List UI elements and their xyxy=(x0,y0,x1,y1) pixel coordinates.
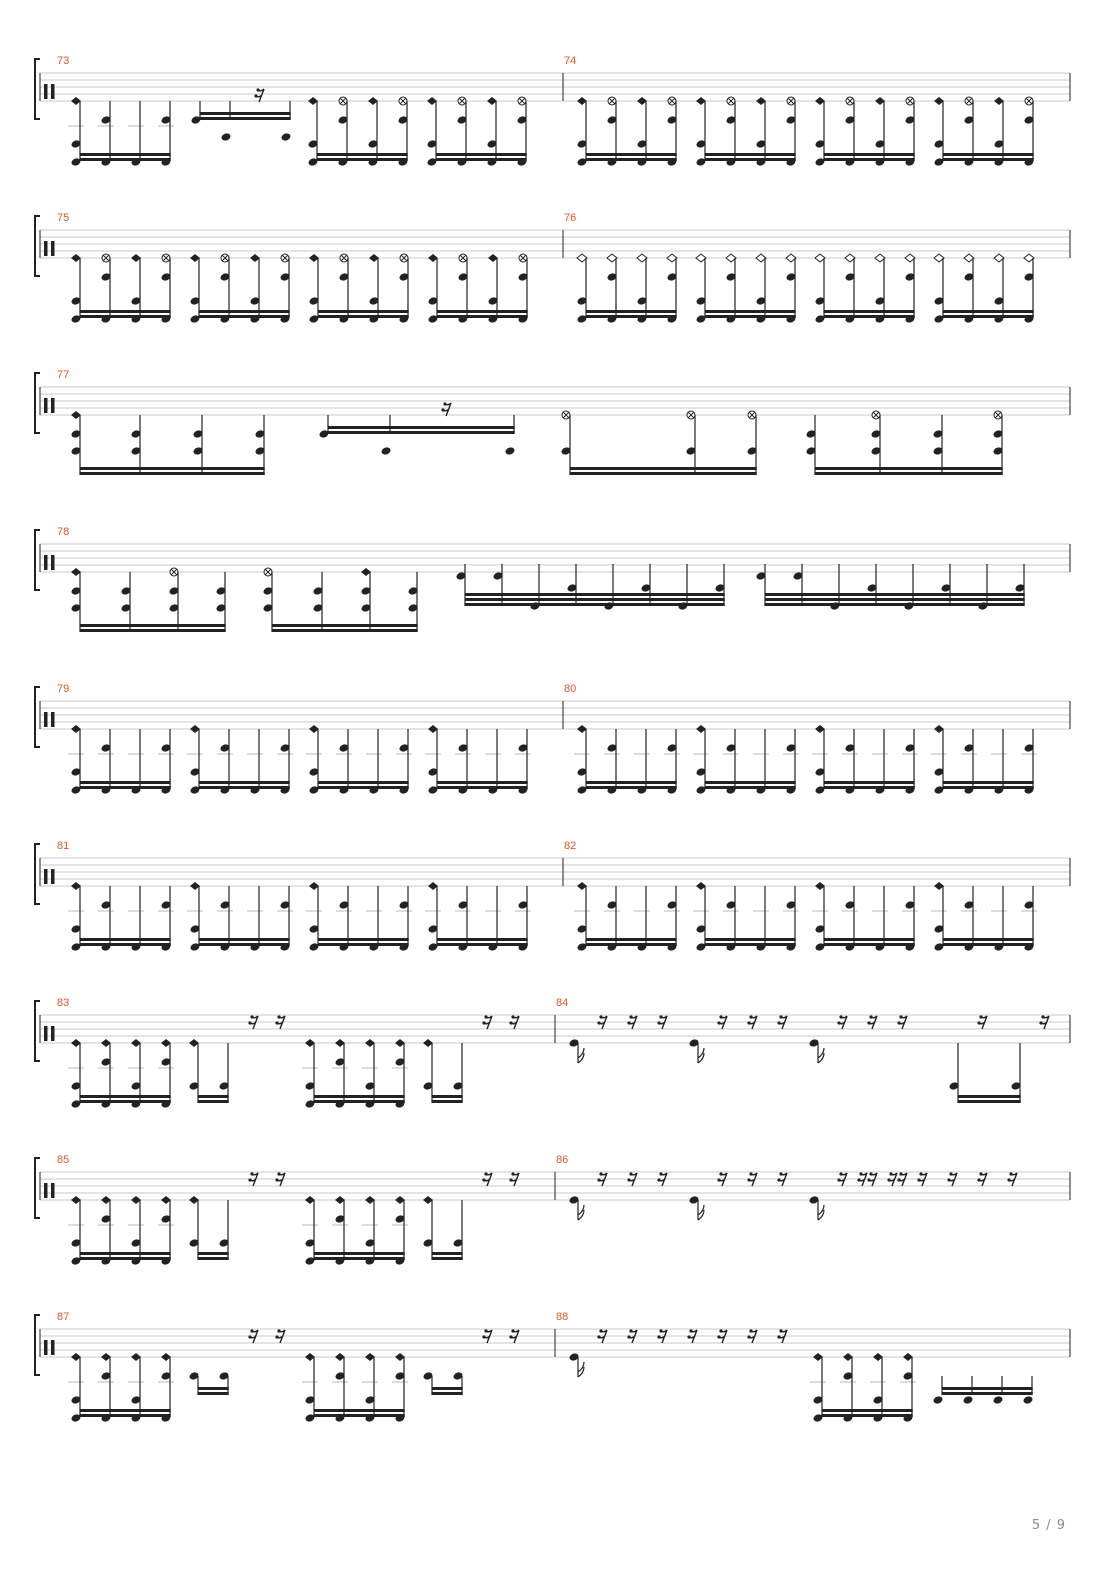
beam xyxy=(318,315,409,318)
staff-system xyxy=(35,840,1070,952)
measure xyxy=(577,97,1035,167)
beam xyxy=(272,629,418,632)
beam xyxy=(198,1392,229,1395)
measure-number: 77 xyxy=(57,369,70,381)
beam xyxy=(705,943,796,946)
beam xyxy=(436,153,527,156)
beam xyxy=(328,426,515,429)
beam xyxy=(705,153,796,156)
percussion-clef xyxy=(44,555,48,570)
percussion-clef xyxy=(44,1340,48,1355)
flag xyxy=(698,1205,704,1220)
beam xyxy=(943,781,1034,784)
measure xyxy=(68,725,531,795)
beam xyxy=(943,153,1034,156)
measure-number: 87 xyxy=(57,1311,70,1323)
beam xyxy=(314,1257,405,1260)
beam xyxy=(943,943,1034,946)
percussion-clef xyxy=(44,1026,48,1041)
percussion-clef xyxy=(44,712,48,727)
measure xyxy=(574,882,1037,952)
system-bracket xyxy=(35,373,40,433)
measure-number: 80 xyxy=(564,683,577,695)
beam xyxy=(822,1409,913,1412)
beam xyxy=(199,786,290,789)
beam xyxy=(824,781,915,784)
beam xyxy=(198,1095,229,1098)
beam xyxy=(586,943,677,946)
staff-system xyxy=(35,369,1070,475)
beam xyxy=(317,158,408,161)
beam xyxy=(432,1257,463,1260)
beam xyxy=(586,153,677,156)
measure xyxy=(68,882,531,952)
percussion-clef xyxy=(44,398,48,413)
beam xyxy=(586,781,677,784)
measure-number: 74 xyxy=(564,55,577,67)
beam xyxy=(705,781,796,784)
beam xyxy=(465,603,725,606)
beam xyxy=(586,315,677,318)
flag xyxy=(578,1048,584,1063)
beam xyxy=(328,431,515,434)
beam xyxy=(824,158,915,161)
beam xyxy=(958,1100,1021,1103)
beam xyxy=(198,1252,229,1255)
beam xyxy=(765,593,1025,596)
beam xyxy=(586,786,677,789)
beam xyxy=(199,938,290,941)
page-number: 5 / 9 xyxy=(1031,1518,1066,1533)
beam xyxy=(314,1100,405,1103)
beam xyxy=(437,310,528,313)
percussion-clef xyxy=(44,241,48,256)
beam xyxy=(943,310,1034,313)
beam xyxy=(432,1392,463,1395)
beam xyxy=(318,943,409,946)
beam xyxy=(200,112,291,115)
beam xyxy=(80,1409,171,1412)
beam xyxy=(318,781,409,784)
beam xyxy=(943,786,1034,789)
beam xyxy=(437,315,528,318)
system-bracket xyxy=(35,59,40,119)
flag xyxy=(818,1048,824,1063)
percussion-clef xyxy=(44,869,48,884)
beam xyxy=(272,624,418,627)
drum-note xyxy=(505,446,516,456)
staff-system xyxy=(35,683,1070,795)
beam xyxy=(318,938,409,941)
drum-note xyxy=(1023,1395,1034,1405)
beam xyxy=(765,598,1025,601)
beam xyxy=(942,1387,1033,1390)
system-bracket xyxy=(35,1315,40,1375)
measure-number: 84 xyxy=(556,997,569,1009)
beam xyxy=(198,1100,229,1103)
beam xyxy=(198,1387,229,1390)
beam xyxy=(318,310,409,313)
beam xyxy=(432,1252,463,1255)
beam xyxy=(705,315,796,318)
beam xyxy=(80,786,171,789)
beam xyxy=(80,938,171,941)
staff-system xyxy=(35,55,1070,167)
beam xyxy=(80,1414,171,1417)
beam xyxy=(80,472,265,475)
beam xyxy=(314,1414,405,1417)
measure-number: 88 xyxy=(556,1311,569,1323)
beam xyxy=(80,1257,171,1260)
beam xyxy=(80,624,226,627)
beam xyxy=(824,938,915,941)
beam xyxy=(570,467,757,470)
beam xyxy=(586,938,677,941)
flag xyxy=(578,1362,584,1377)
measure-number: 76 xyxy=(564,212,577,224)
beam xyxy=(80,315,171,318)
percussion-clef xyxy=(44,84,48,99)
beam xyxy=(570,472,757,475)
measure xyxy=(569,1172,1017,1220)
beam xyxy=(80,781,171,784)
measure-number: 81 xyxy=(57,840,70,852)
beam xyxy=(199,315,290,318)
beam xyxy=(80,467,265,470)
measure-number: 75 xyxy=(57,212,70,224)
beam xyxy=(705,158,796,161)
beam xyxy=(432,1387,463,1390)
beam xyxy=(80,158,171,161)
beam xyxy=(199,310,290,313)
beam xyxy=(942,1392,1033,1395)
beam xyxy=(943,158,1034,161)
flag xyxy=(578,1205,584,1220)
beam xyxy=(586,310,677,313)
beam xyxy=(705,786,796,789)
beam xyxy=(314,1252,405,1255)
drum-note xyxy=(963,1395,974,1405)
measure xyxy=(574,725,1037,795)
beam xyxy=(943,315,1034,318)
beam xyxy=(437,781,528,784)
beam xyxy=(80,1095,171,1098)
beam xyxy=(80,153,171,156)
staff-system xyxy=(35,997,1070,1109)
beam xyxy=(199,943,290,946)
beam xyxy=(765,603,1025,606)
drum-note xyxy=(381,446,392,456)
measure xyxy=(71,564,1026,632)
beam xyxy=(437,943,528,946)
flag xyxy=(818,1205,824,1220)
system-bracket xyxy=(35,216,40,276)
staff-system xyxy=(35,212,1070,324)
drum-note xyxy=(933,1395,944,1405)
system-bracket xyxy=(35,530,40,590)
beam xyxy=(824,315,915,318)
beam xyxy=(80,1100,171,1103)
beam xyxy=(943,938,1034,941)
beam xyxy=(314,1409,405,1412)
beam xyxy=(437,938,528,941)
staff-system xyxy=(35,1311,1070,1423)
measure-number: 79 xyxy=(57,683,70,695)
measure-number: 83 xyxy=(57,997,70,1009)
beam xyxy=(824,310,915,313)
beam xyxy=(465,598,725,601)
beam xyxy=(314,1095,405,1098)
beam xyxy=(815,467,1003,470)
beam xyxy=(815,472,1003,475)
drum-note xyxy=(221,132,232,142)
measure xyxy=(71,254,529,324)
beam xyxy=(199,781,290,784)
system-bracket xyxy=(35,1001,40,1061)
measure-number: 85 xyxy=(57,1154,70,1166)
beam xyxy=(318,786,409,789)
beam xyxy=(824,943,915,946)
beam xyxy=(432,1095,463,1098)
measure xyxy=(68,88,527,166)
system-bracket xyxy=(35,687,40,747)
beam xyxy=(80,310,171,313)
measure-number: 82 xyxy=(564,840,577,852)
measure xyxy=(577,254,1035,324)
beam xyxy=(822,1414,913,1417)
measure-number: 78 xyxy=(57,526,70,538)
beam xyxy=(958,1095,1021,1098)
system-bracket xyxy=(35,844,40,904)
measure xyxy=(71,402,1004,475)
staff-system xyxy=(35,1154,1070,1266)
flag xyxy=(698,1048,704,1063)
beam xyxy=(198,1257,229,1260)
beam xyxy=(824,153,915,156)
drum-note xyxy=(281,132,292,142)
beam xyxy=(80,943,171,946)
beam xyxy=(317,153,408,156)
staff-system xyxy=(35,526,1070,632)
measure-number: 73 xyxy=(57,55,70,67)
beam xyxy=(437,786,528,789)
beam xyxy=(200,117,291,120)
system-bracket xyxy=(35,1158,40,1218)
beam xyxy=(586,158,677,161)
measure-number: 86 xyxy=(556,1154,569,1166)
drum-note xyxy=(993,1395,1004,1405)
beam xyxy=(465,593,725,596)
beam xyxy=(436,158,527,161)
beam xyxy=(705,938,796,941)
beam xyxy=(824,786,915,789)
beam xyxy=(80,1252,171,1255)
percussion-clef xyxy=(44,1183,48,1198)
beam xyxy=(705,310,796,313)
beam xyxy=(432,1100,463,1103)
beam xyxy=(80,629,226,632)
